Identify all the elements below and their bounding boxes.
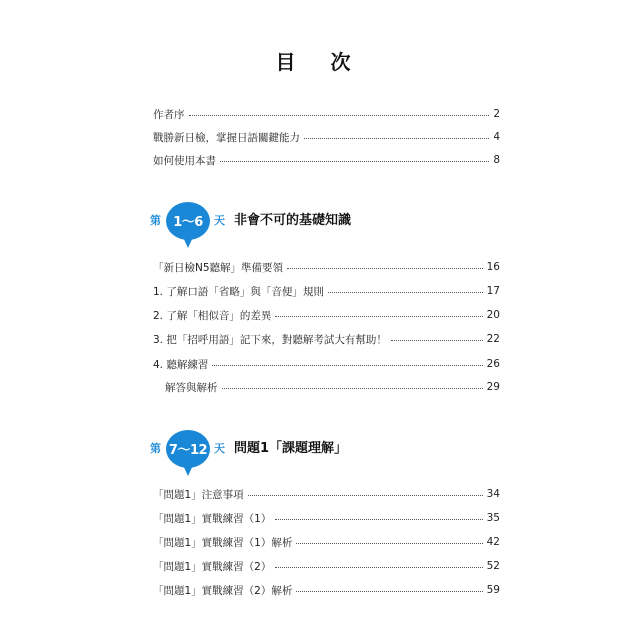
toc-entry-label: 3. 把「招呼用語」記下來，對聽解考試大有幫助！: [153, 333, 387, 346]
chapter-day-prefix: 第: [150, 214, 161, 227]
toc-entry-label: 戰勝新日檢，掌握日語關鍵能力: [153, 131, 300, 144]
toc-entry-page: 8: [493, 154, 500, 166]
toc-entry-page: 42: [486, 536, 500, 548]
toc-entry: [153, 282, 500, 300]
toc-entry-label: 4. 聽解練習: [153, 358, 209, 371]
toc-entry-label: 作者序: [153, 108, 185, 121]
chapter-days: 1～6: [173, 215, 203, 230]
toc-entry: [153, 128, 500, 146]
toc-leader: [287, 268, 483, 269]
toc-leader: [304, 138, 489, 139]
toc-entry-page: 59: [486, 584, 500, 596]
chapter-title: 問題1「課題理解」: [234, 441, 348, 456]
toc-entry: [153, 557, 500, 575]
chapter-day-prefix: 第: [150, 442, 161, 455]
chapter-header: [150, 202, 510, 256]
toc-leader: [275, 316, 482, 317]
chapter-header: [150, 430, 510, 484]
toc-entry-page: 4: [493, 131, 500, 143]
toc-entry-page: 35: [486, 512, 500, 524]
toc-entry: [153, 258, 500, 276]
day-bubble: [166, 430, 210, 468]
toc-entry: [153, 581, 500, 599]
toc-entry-page: 20: [486, 309, 500, 321]
toc-entry-label: 「問題1」實戰練習（2）解析: [153, 584, 293, 597]
chapter-title: 非會不可的基礎知識: [234, 213, 352, 228]
toc-entry-label: 如何使用本書: [153, 154, 216, 167]
toc-entry-page: 52: [486, 560, 500, 572]
toc-leader: [212, 365, 482, 366]
toc-leader: [275, 567, 482, 568]
chapter-day-suffix: 天: [214, 214, 225, 227]
toc-entry-label: 「問題1」實戰練習（1）解析: [153, 536, 293, 549]
toc-entry-page: 29: [486, 381, 500, 393]
toc-entry-page: 16: [486, 261, 500, 273]
toc-entry: [153, 151, 500, 169]
toc-entry-label: 「問題1」實戰練習（2）: [153, 560, 272, 573]
toc-leader: [220, 161, 489, 162]
day-bubble: [166, 202, 210, 240]
toc-entry-page: 26: [486, 358, 500, 370]
toc-entry: [165, 378, 500, 396]
toc-entry-label: 1. 了解口語「省略」與「音便」規則: [153, 285, 324, 298]
page-title: 目 次: [275, 50, 365, 74]
toc-leader: [296, 591, 482, 592]
toc-entry-label: 「新日檢N5聽解」準備要領: [153, 261, 284, 274]
toc-entry: [153, 355, 500, 373]
toc-entry-label: 「問題1」實戰練習（1）: [153, 512, 272, 525]
toc-leader: [189, 115, 490, 116]
toc-entry: [153, 509, 500, 527]
chapter-day-suffix: 天: [214, 442, 225, 455]
toc-entry-label: 「問題1」注意事項: [153, 488, 244, 501]
toc-entry: [153, 330, 500, 348]
toc-entry-label: 2. 了解「相似音」的差異: [153, 309, 272, 322]
toc-leader: [328, 292, 483, 293]
toc-entry: [153, 105, 500, 123]
toc-entry-label: 解答與解析: [165, 381, 218, 394]
toc-entry: [153, 485, 500, 503]
chapter-days: 7～12: [168, 443, 208, 458]
toc-entry: [153, 306, 500, 324]
toc-leader: [391, 340, 483, 341]
toc-leader: [222, 388, 483, 389]
toc-leader: [275, 519, 482, 520]
toc-entry-page: 22: [486, 333, 500, 345]
toc-entry-page: 2: [493, 108, 500, 120]
toc-leader: [248, 495, 483, 496]
toc-leader: [296, 543, 482, 544]
toc-entry-page: 34: [486, 488, 500, 500]
toc-entry-page: 17: [486, 285, 500, 297]
toc-entry: [153, 533, 500, 551]
